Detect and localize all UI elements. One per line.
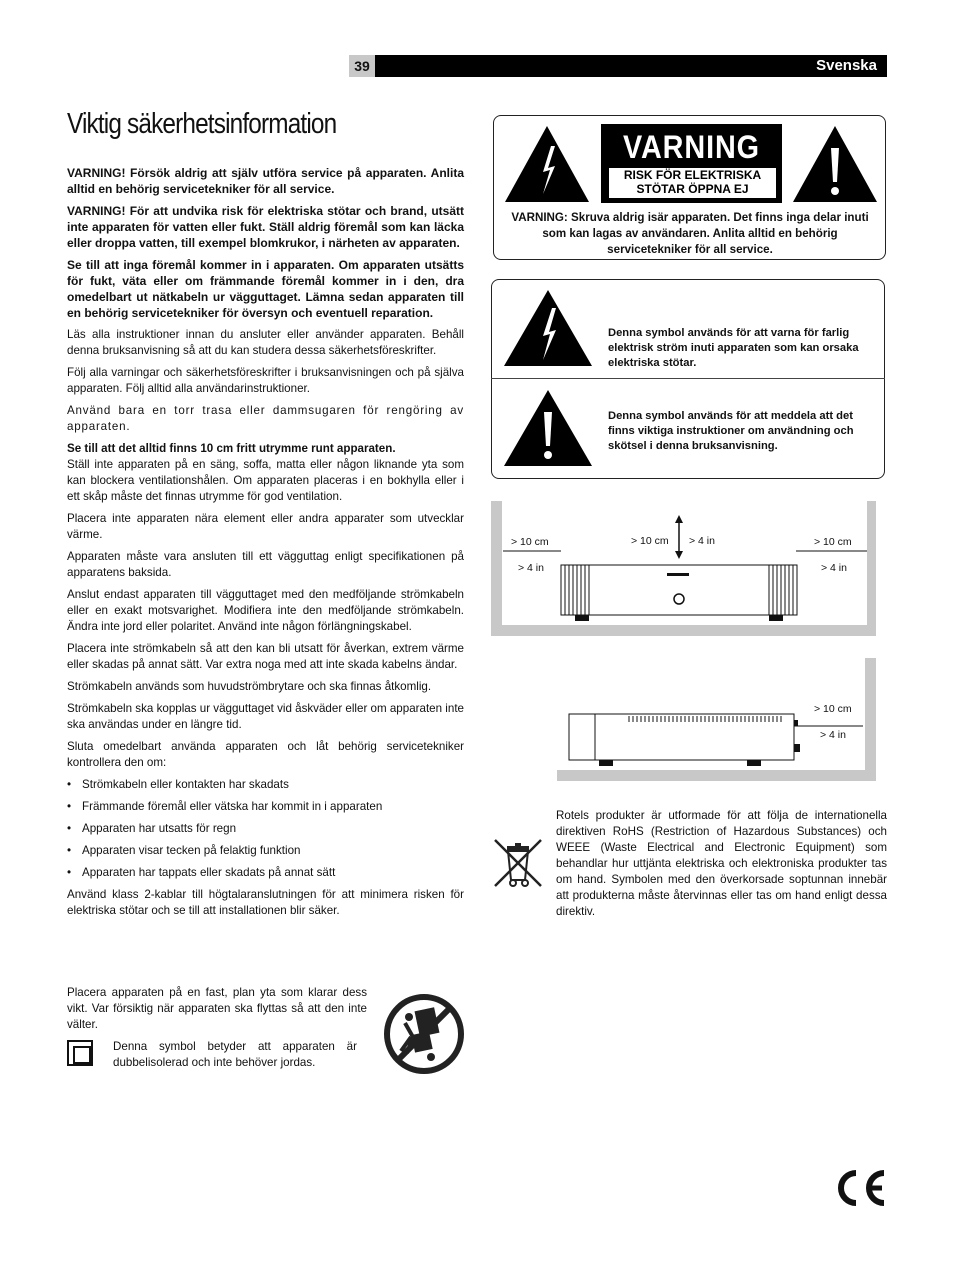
paragraph-stop-using: Sluta omedelbart använda apparaten och låt behörig servicetekniker kontrollera den om: bbox=[67, 740, 464, 769]
left-clearance-cm: > 10 cm bbox=[511, 536, 549, 548]
list-item: • Strömkabeln eller kontakten har skadats bbox=[67, 777, 464, 793]
warning-subtitle-box bbox=[608, 167, 777, 199]
list-item: • Apparaten har tappats eller skadats på annat sätt bbox=[67, 865, 464, 881]
lightning-symbol-icon bbox=[502, 288, 594, 368]
list-item: • Apparaten har utsatts för regn bbox=[67, 821, 464, 837]
side-clearance-diagram bbox=[557, 658, 876, 781]
paragraph-cord-damage: Placera inte strömkabeln så att den kan bli utsatt för åverkan, extrem värme eller skadas på annat sätt. Var extra noga med att inte skada kabelns ändar. bbox=[67, 642, 464, 671]
paragraph-thunderstorm: Strömkabeln ska kopplas ur vägguttaget vid åskväder eller om apparaten inte ska användas under en längre tid. bbox=[67, 702, 464, 731]
paragraph-class2-cables: Använd klass 2-kablar till högtalaranslutningen för att minimera risken för elektriska stötar och se till att installationen blir säker. bbox=[67, 888, 464, 917]
ce-mark-icon bbox=[834, 1169, 888, 1207]
header-bar bbox=[375, 55, 887, 77]
lightning-warning-icon bbox=[503, 124, 591, 204]
paragraph-heat: Placera inte apparaten nära element eller andra apparater som utvecklar värme. bbox=[67, 512, 464, 541]
list-item: • Främmande föremål eller vätska har kommit in i apparaten bbox=[67, 799, 464, 815]
paragraph-double-insulation: Denna symbol betyder att apparaten är dubbelisolerad och inte behöver jordas. bbox=[113, 1040, 357, 1069]
page-number: 39 bbox=[349, 55, 375, 77]
warning-paragraph-service: VARNING! Försök aldrig att själv utföra service på apparaten. Anlita alltid en behörig servicetekniker för all service. bbox=[67, 166, 464, 196]
symbol-box-divider bbox=[491, 378, 885, 379]
cart-tipover-icon bbox=[383, 993, 465, 1075]
front-clearance-diagram bbox=[491, 501, 876, 636]
list-item: • Apparaten visar tecken på felaktig funktion bbox=[67, 843, 464, 859]
paragraph-outlet: Apparaten måste vara ansluten till ett vägguttag enligt specifikationen på apparatens baksida. bbox=[67, 550, 464, 579]
paragraph-read-instructions: Läs alla instruktioner innan du ansluter eller använder apparaten. Behåll denna bruksanvisning så att du kan studera dessa säkerhetsföreskrifter. bbox=[67, 328, 464, 357]
paragraph-ventilation bbox=[67, 441, 464, 505]
exclamation-warning-icon bbox=[791, 124, 879, 204]
paragraph-main-switch: Strömkabeln används som huvudströmbrytare och ska finnas åtkomlig. bbox=[67, 680, 432, 693]
exclamation-symbol-icon bbox=[502, 388, 594, 468]
right-clearance-in: > 4 in bbox=[821, 562, 847, 574]
paragraph-power-cord: Anslut endast apparaten till vägguttaget med den medföljande strömkabeln eller en exakt motsvarighet. Modifiera inte den medföljande strömkabeln. Ändra inte jord eller polaritet. Använd inte någon förlängningskabel. bbox=[67, 588, 464, 633]
back-clearance-in: > 4 in bbox=[820, 729, 846, 741]
amplifier-side-view bbox=[557, 658, 876, 781]
header-language: Svenska bbox=[816, 57, 877, 74]
warning-subtitle-line1: RISK FÖR ELEKTRISKA bbox=[623, 168, 762, 182]
warning-paragraph-water: VARNING! För att undvika risk för elektriska stötar och brand, utsätt inte apparaten för vatten eller fukt. Ställ aldrig föremål som kan läcka eller droppa vatten, till exempel blomkrukor, i närheten av apparaten. bbox=[67, 204, 464, 250]
lightning-symbol-text: Denna symbol används för att varna för farlig elektrisk ström inuti apparaten som kan orsaka elektriska stötar. bbox=[608, 327, 859, 369]
ventilation-text: Ställ inte apparaten på en säng, soffa, matta eller någon liknande yta som kan blockera ventilationshålen. Om apparaten placeras i en bokhylla eller i ett skåp måste det finnas utrymme för god ventilation. bbox=[67, 458, 464, 503]
safety-text-column bbox=[67, 165, 464, 925]
left-clearance-in: > 4 in bbox=[518, 562, 544, 574]
double-insulation-icon bbox=[67, 1040, 93, 1066]
back-clearance-cm: > 10 cm bbox=[814, 703, 852, 715]
crossed-bin-icon bbox=[491, 836, 545, 890]
rohs-weee-paragraph: Rotels produkter är utformade för att följa de internationella direktiven RoHS (Restriction of Hazardous Substances) och WEEE (Waste Electrical and Electronic Equipment) som behandlar hur uttjänta elektriska och elektroniska produkter tas om hand. Symbolen med den överkorsade soptunnan innebär att produkterna måste återvinnas eller tas om hand enligt dessa direktiv. bbox=[556, 809, 887, 918]
damage-list bbox=[67, 777, 464, 881]
page-title: Viktig säkerhetsinformation bbox=[67, 108, 337, 140]
paragraph-cleaning: Använd bara en torr trasa eller dammsugaren för rengöring av apparaten. bbox=[67, 404, 464, 433]
warning-title-box bbox=[601, 124, 782, 203]
warning-subtitle-line2: STÖTAR ÖPPNA EJ bbox=[636, 182, 749, 196]
paragraph-follow-warnings: Följ alla varningar och säkerhetsföreskrifter i bruksanvisningen och på själva apparaten. Följ alltid alla användarinstruktioner. bbox=[67, 366, 464, 395]
right-clearance-cm: > 10 cm bbox=[814, 536, 852, 548]
amplifier-front-view bbox=[491, 501, 876, 636]
paragraph-foreign-objects: Se till att inga föremål kommer in i apparaten. Om apparaten utsätts för fukt, väta eller om främmande föremål kommer in i den, dra omedelbart ut nätkabeln ur vägguttaget. Lämna sedan apparaten till en behörig servicetekniker för översyn och eventuell reparation. bbox=[67, 258, 464, 320]
warning-text: VARNING: Skruva aldrig isär apparaten. Det finns inga delar inuti som kan lagas av användaren. Anlita alltid en behörig servicetekniker för all service. bbox=[511, 211, 869, 256]
top-clearance-in: > 4 in bbox=[689, 535, 715, 547]
top-clearance-cm: > 10 cm bbox=[631, 535, 669, 547]
paragraph-stability: Placera apparaten på en fast, plan yta som klarar dess vikt. Var försiktig när apparaten ska flyttas så att den inte välter. bbox=[67, 986, 367, 1031]
warning-subtitle bbox=[609, 168, 776, 196]
ventilation-bold: Se till att det alltid finns 10 cm fritt utrymme runt apparaten. bbox=[67, 442, 396, 455]
exclamation-symbol-text: Denna symbol används för att meddela att det finns viktiga instruktioner om användning och skötsel i denna bruksanvisning. bbox=[608, 410, 854, 452]
warning-title: VARNING bbox=[623, 129, 760, 165]
